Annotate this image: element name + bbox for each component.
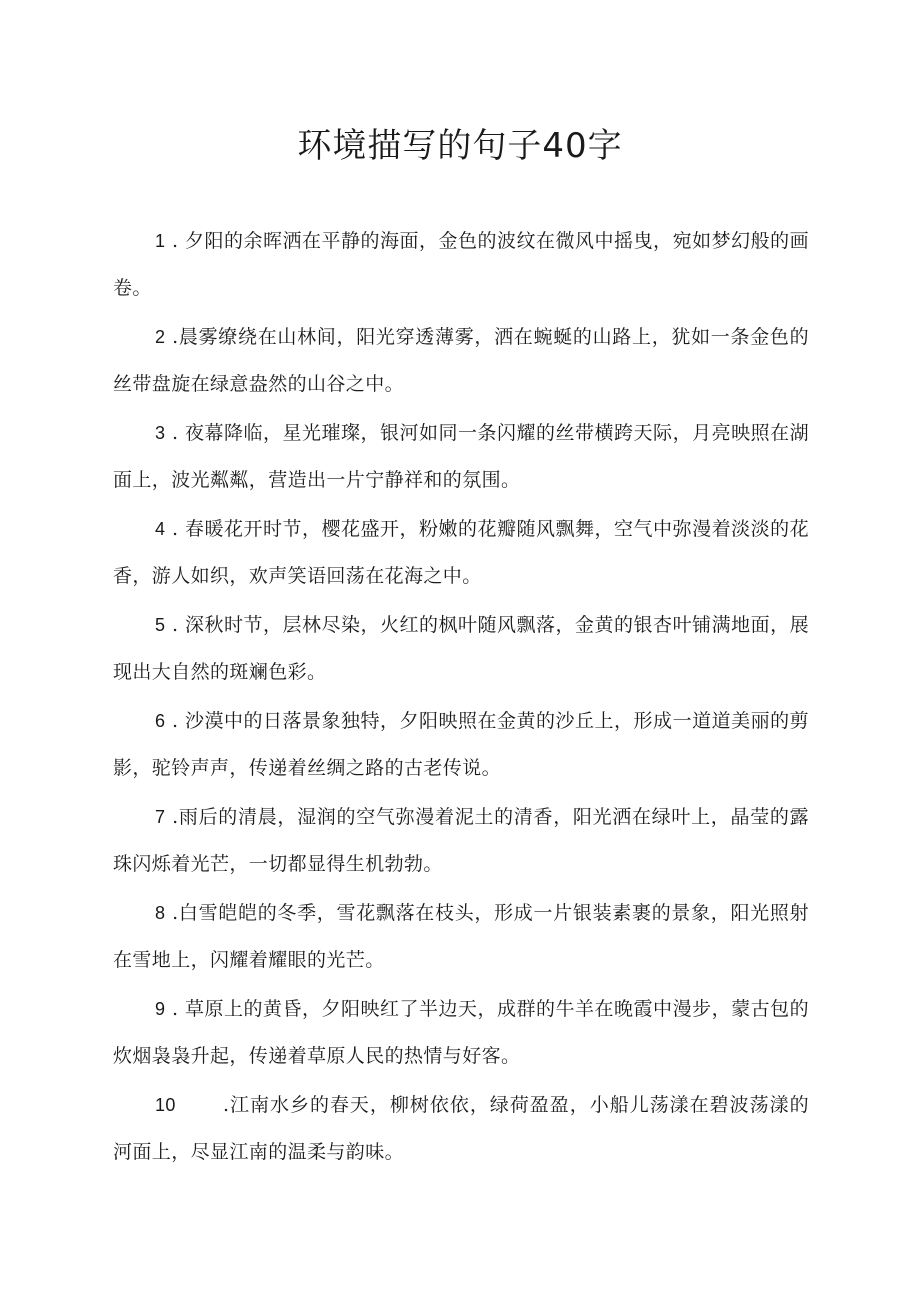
item-text: .晨雾缭绕在山林间，阳光穿透薄雾，洒在蜿蜒的山路上，犹如一条金色的丝带盘旋在绿意盎然的山谷之中。	[113, 326, 809, 395]
list-item	[113, 506, 809, 600]
list-item	[113, 314, 809, 408]
sentence-list	[113, 218, 809, 1178]
item-text: . 夜幕降临，星光璀璨，银河如同一条闪耀的丝带横跨天际，月亮映照在湖面上，波光粼粼，营造出一片宁静祥和的氛围。	[113, 422, 809, 491]
list-item	[113, 890, 809, 984]
page-title: 环境描写的句子40字	[297, 126, 623, 166]
list-item	[113, 410, 809, 504]
item-number: 2	[155, 327, 166, 347]
list-item	[113, 1082, 809, 1176]
item-text: .江南水乡的春天，柳树依依，绿荷盈盈，小船儿荡漾在碧波荡漾的河面上，尽显江南的温柔与韵味。	[113, 1094, 809, 1163]
item-number: 4	[155, 519, 166, 539]
list-item	[113, 986, 809, 1080]
item-text: . 深秋时节，层林尽染，火红的枫叶随风飘落，金黄的银杏叶铺满地面，展现出大自然的斑斓色彩。	[113, 614, 809, 683]
item-text: .雨后的清晨，湿润的空气弥漫着泥土的清香，阳光洒在绿叶上，晶莹的露珠闪烁着光芒，一切都显得生机勃勃。	[113, 806, 809, 875]
list-item	[113, 602, 809, 696]
item-number: 7	[155, 807, 166, 827]
item-text: . 沙漠中的日落景象独特，夕阳映照在金黄的沙丘上，形成一道道美丽的剪影，驼铃声声，传递着丝绸之路的古老传说。	[113, 710, 809, 779]
item-text: . 夕阳的余晖洒在平静的海面，金色的波纹在微风中摇曳，宛如梦幻般的画卷。	[113, 230, 809, 299]
item-text: .白雪皑皑的冬季，雪花飘落在枝头，形成一片银装素裹的景象，阳光照射在雪地上，闪耀着耀眼的光芒。	[113, 902, 809, 971]
item-number: 6	[155, 711, 166, 731]
list-item	[113, 794, 809, 888]
item-text: . 春暖花开时节，樱花盛开，粉嫩的花瓣随风飘舞，空气中弥漫着淡淡的花香，游人如织，欢声笑语回荡在花海之中。	[113, 518, 809, 587]
item-number: 1	[155, 231, 166, 251]
item-number: 8	[155, 903, 166, 923]
item-number: 9	[155, 999, 166, 1019]
item-number: 10	[155, 1095, 176, 1115]
item-text: . 草原上的黄昏，夕阳映红了半边天，成群的牛羊在晚霞中漫步，蒙古包的炊烟袅袅升起，传递着草原人民的热情与好客。	[113, 998, 809, 1067]
item-number: 5	[155, 615, 166, 635]
list-item	[113, 218, 809, 312]
list-item	[113, 698, 809, 792]
item-number: 3	[155, 423, 166, 443]
